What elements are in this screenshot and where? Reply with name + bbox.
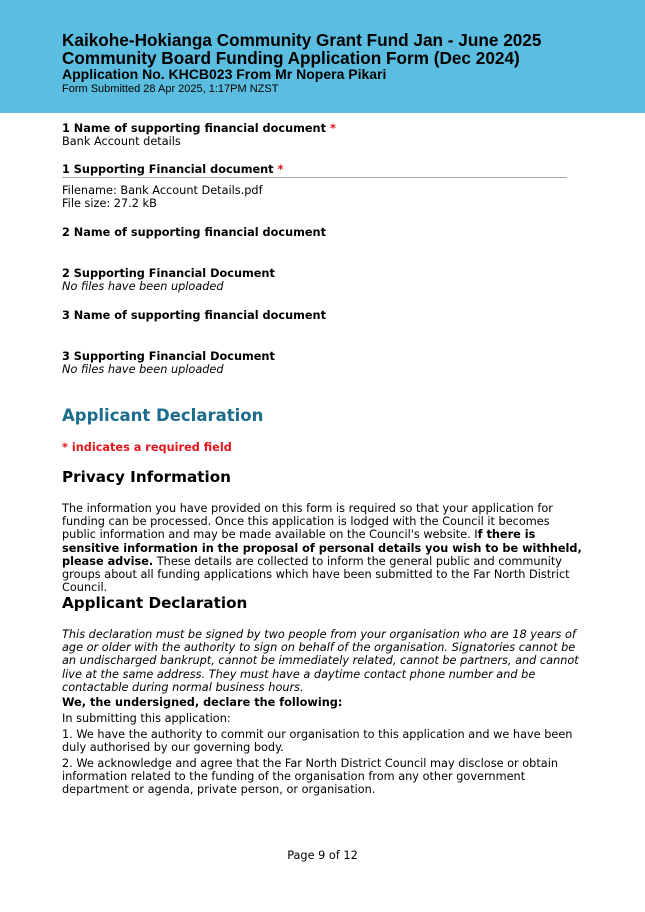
doc1-file-label [62,163,283,177]
declaration-intro: This declaration must be signed by two people from your organisation who are 18 years of age or older with the authority to sign on behalf of the organisation. Signatories cannot be an undischarged bankrupt, cannot be immediately related, cannot be partners, and cannot live at the same address. They must have a daytime contact phone number and be contactable during normal business hours. [62,628,579,694]
submitted-timestamp: Form Submitted 28 Apr 2025, 1:17PM NZST [62,83,279,95]
doc3-file-label: 3 Supporting Financial Document [62,350,275,363]
doc2-name-label: 2 Name of supporting financial document [62,226,326,239]
doc1-file-label-text: 1 Supporting Financial document [62,163,274,176]
declaration-item-2: 2. We acknowledge and agree that the Far North District Council may disclose or obtain information related to the funding of the organisation from any other government department or agenda, private person, or organisation. [62,757,559,797]
doc3-name-label: 3 Name of supporting financial document [62,309,326,322]
doc2-file-label: 2 Supporting Financial Document [62,267,275,280]
privacy-text-2: These details are collected to inform the general public and community groups about all funding applications which have been submitted to the Far North District Council. [62,554,570,595]
form-header [0,0,645,113]
application-number: Application No. KHCB023 From Mr Nopera Pikari [62,66,387,82]
divider [62,177,567,178]
page-number: Page 9 of 12 [287,849,358,862]
privacy-heading: Privacy Information [62,468,231,486]
required-field-note: * indicates a required field [62,441,232,454]
privacy-text-1: The information you have provided on this form is required so that your application for funding can be processed. Once this application is lodged with the Council it becomes public information and may be made available on the Council's website. I [62,502,553,542]
form-title-line1: Kaikohe-Hokianga Community Grant Fund Jan - June 2025 [62,30,542,50]
declare-label: We, the undersigned, declare the following: [62,696,343,709]
doc1-name-label-text: 1 Name of supporting financial document [62,122,326,135]
doc1-name-label [62,122,336,136]
submitting-text: In submitting this application: [62,712,231,725]
required-asterisk: * [277,163,284,176]
doc1-filename: Filename: Bank Account Details.pdf [62,184,263,197]
declaration-heading: Applicant Declaration [62,594,248,612]
section-title-applicant-declaration: Applicant Declaration [62,406,264,425]
doc1-name-value: Bank Account details [62,135,181,148]
doc2-file-value: No files have been uploaded [62,280,224,293]
declaration-item-1: 1. We have the authority to commit our organisation to this application and we have been duly authorised by our governing body. [62,728,573,755]
required-asterisk: * [329,122,336,135]
form-title-line2: Community Board Funding Application Form (Dec 2024) [62,48,520,68]
doc3-file-value: No files have been uploaded [62,363,224,376]
privacy-text-bold: f there is sensitive information in the proposal of personal details you wish to be withheld, please advise. [62,528,582,568]
doc1-filesize: File size: 27.2 kB [62,197,157,210]
privacy-paragraph [62,502,582,594]
